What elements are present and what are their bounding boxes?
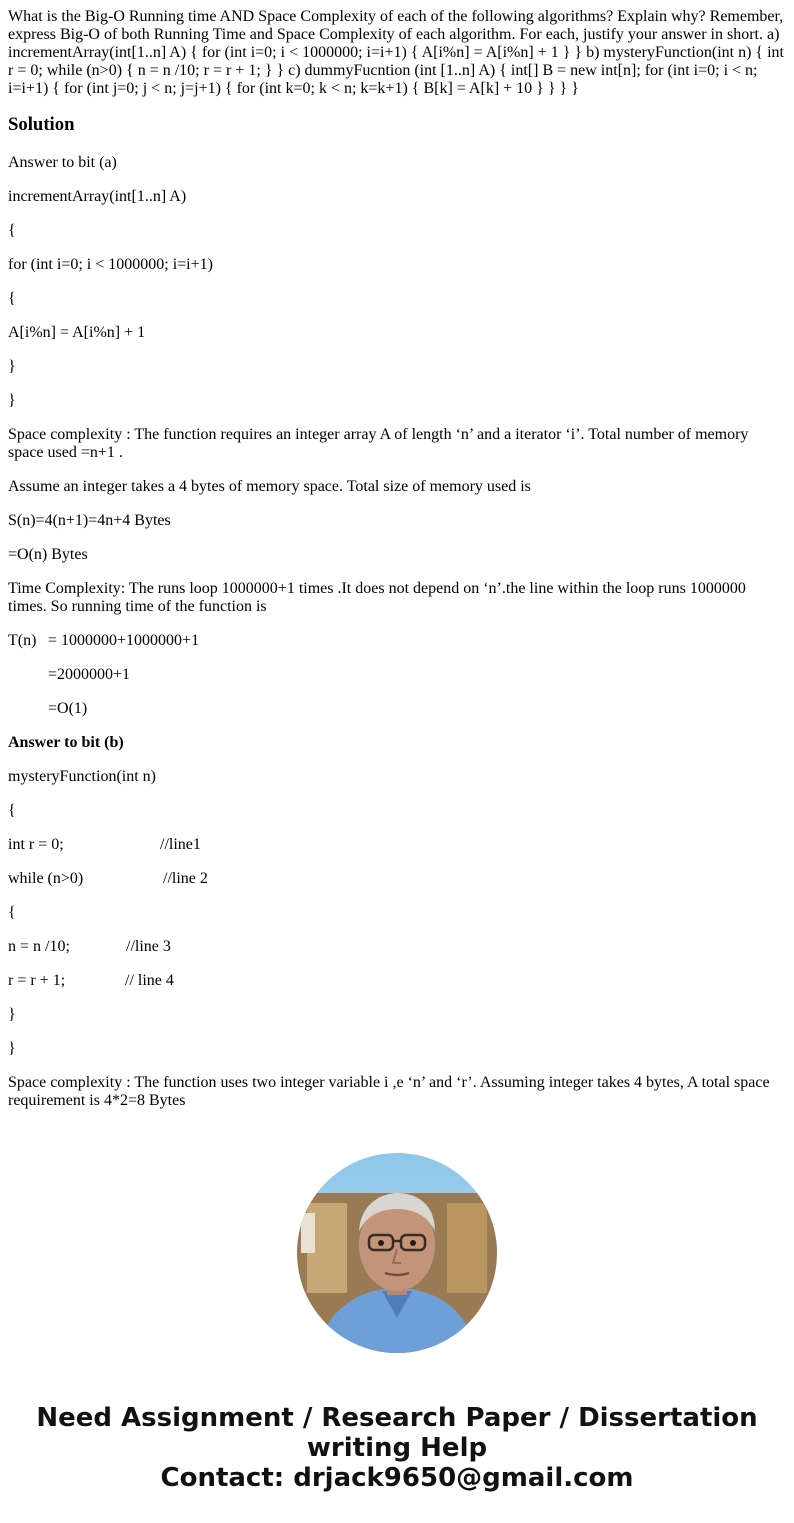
code-line bbox=[8, 870, 786, 888]
part-a-space-text: Space complexity : The function requires an integer array A of length ‘n’ and a iterator ‘i’. Total number of memory space used =n+1 . bbox=[8, 426, 749, 461]
part-b-space-text: Space complexity : The function uses two integer variable i ,e ‘n’ and ‘r’. Assuming integer takes 4 bytes, A total space requirement is 4*2=8 Bytes bbox=[8, 1074, 770, 1109]
code-text: } bbox=[8, 1040, 16, 1057]
part-a-title: Answer to bit (a) bbox=[8, 154, 117, 171]
time-eq3: =O(1) bbox=[48, 700, 88, 717]
time-eq2: =2000000+1 bbox=[48, 666, 131, 683]
solution-heading: Solution bbox=[8, 114, 75, 135]
code-line bbox=[8, 904, 786, 922]
code-line: incrementArray(int[1..n] A) bbox=[8, 188, 187, 205]
code-line bbox=[8, 1040, 786, 1058]
code-line bbox=[8, 938, 786, 956]
code-line: for (int i=0; i < 1000000; i=i+1) bbox=[8, 256, 213, 273]
part-a-time-eq2-row bbox=[8, 666, 786, 684]
code-comment: //line 2 bbox=[163, 870, 208, 887]
part-b-title: Answer to bit (b) bbox=[8, 734, 124, 751]
footer-line-1: Need Assignment / Research Paper / Dissertation bbox=[36, 1403, 758, 1433]
code-text: while (n>0) bbox=[8, 870, 84, 887]
code-line: } bbox=[8, 358, 16, 375]
code-text: r = r + 1; bbox=[8, 972, 66, 989]
code-comment: //line1 bbox=[160, 836, 201, 853]
code-line: } bbox=[8, 392, 16, 409]
code-comment: // line 4 bbox=[125, 972, 174, 989]
code-text: { bbox=[8, 802, 16, 819]
code-line: { bbox=[8, 290, 16, 307]
part-a-time-eq1-row bbox=[8, 632, 786, 650]
code-line bbox=[8, 802, 786, 820]
part-a-assume-text: Assume an integer takes a 4 bytes of memory space. Total size of memory used is bbox=[8, 478, 531, 495]
part-a-space-eq1: S(n)=4(n+1)=4n+4 Bytes bbox=[8, 512, 171, 529]
part-a-space-eq2: =O(n) Bytes bbox=[8, 546, 88, 563]
code-line bbox=[8, 972, 786, 990]
footer-contact: Contact: drjack9650@gmail.com bbox=[160, 1463, 634, 1493]
code-comment: //line 3 bbox=[126, 938, 171, 955]
code-line bbox=[8, 836, 786, 854]
code-text: int r = 0; bbox=[8, 836, 64, 853]
code-text: } bbox=[8, 1006, 16, 1023]
part-a-time-eq3-row bbox=[8, 700, 786, 718]
question-text: What is the Big-O Running time AND Space Complexity of each of the following algorithms? Explain why? Remember, express Big-O of both Running Time and Space Complexity of each algorithm. For each, justify your answer in short. a) incrementArray(int[1..n] A) { for (int i=0; i < 1000000; i=i+1) { A[i%n] = A[i%n] + 1 } } b) mysteryFunction(int n) { int r = 0; while (n>0) { n = n /10; r = r + 1; } } c) dummyFucntion (int [1..n] A) { int[] B = new int[n]; for (int i=0; i < n; i=i+1) { for (int j=0; j < n; j=j+1) { for (int k=0; k < n; k=k+1) { B[k] = A[k] + 10 } } } } bbox=[8, 8, 784, 97]
code-text: n = n /10; bbox=[8, 938, 70, 955]
code-line bbox=[8, 1006, 786, 1024]
code-line: { bbox=[8, 222, 16, 239]
time-eq1: = 1000000+1000000+1 bbox=[48, 632, 200, 649]
avatar-portrait bbox=[297, 1153, 497, 1353]
code-line bbox=[8, 768, 786, 786]
avatar bbox=[297, 1153, 497, 1353]
footer-promo bbox=[0, 1403, 794, 1493]
time-label: T(n) bbox=[8, 632, 37, 649]
code-line: A[i%n] = A[i%n] + 1 bbox=[8, 324, 146, 341]
footer-line-2: writing Help bbox=[306, 1433, 488, 1463]
part-a-time-text: Time Complexity: The runs loop 1000000+1 times .It does not depend on ‘n’.the line within the loop runs 1000000 times. So running time of the function is bbox=[8, 580, 746, 615]
code-text: { bbox=[8, 904, 16, 921]
code-text: mysteryFunction(int n) bbox=[8, 768, 156, 785]
